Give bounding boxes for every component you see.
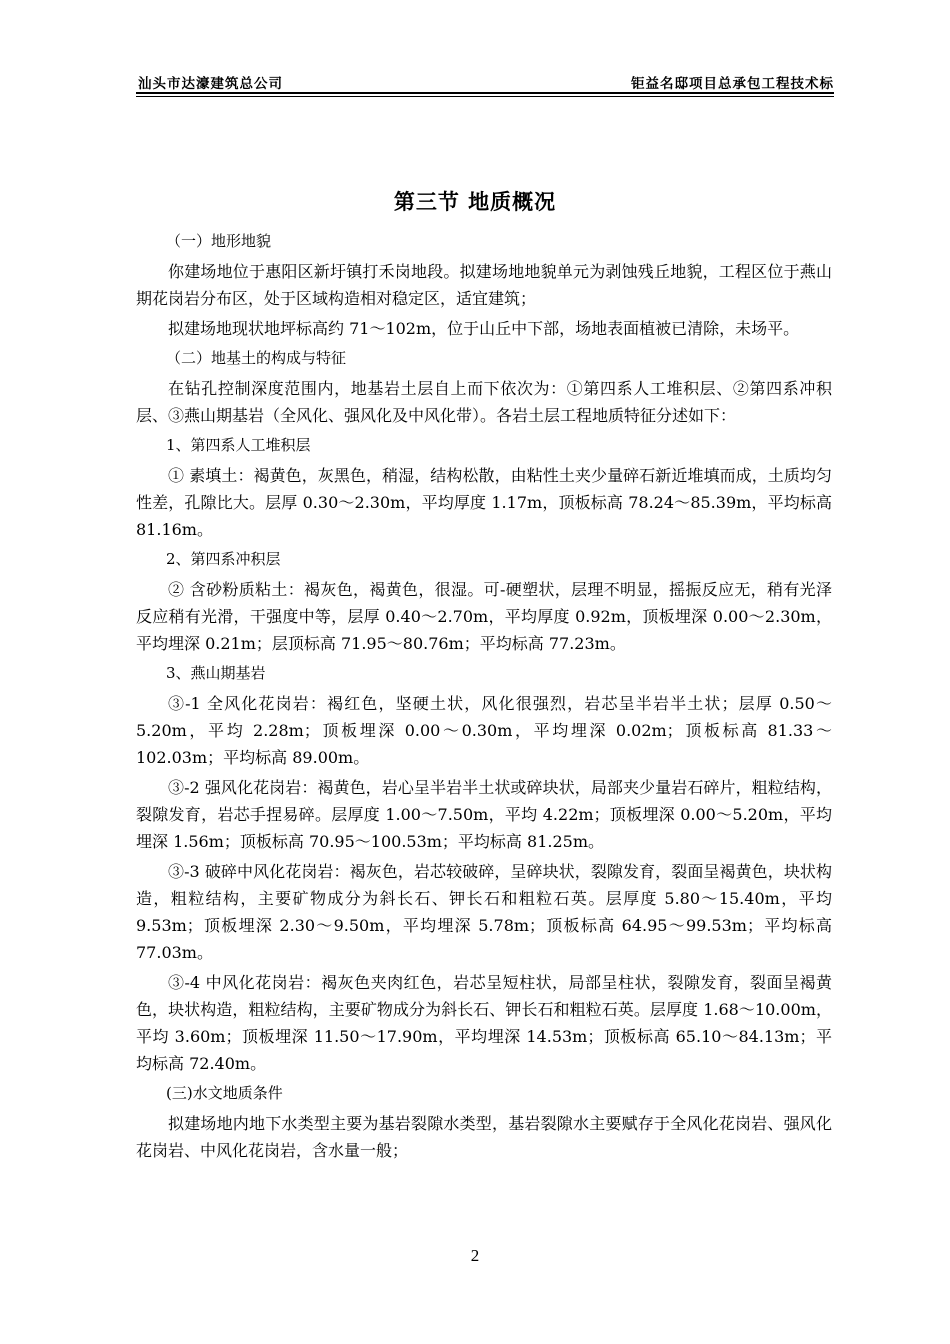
subheading-bedrock: 3、燕山期基岩	[166, 664, 266, 682]
subheading-alluvial: 2、第四系冲积层	[166, 550, 281, 568]
header-project: 钜益名邸项目总承包工程技术标	[631, 76, 834, 92]
page-header	[138, 72, 834, 92]
header-rule-thin	[136, 96, 834, 97]
paragraph: ③-2 强风化花岗岩：褐黄色，岩心呈半岩半土状或碎块状，局部夹少量岩石碎片，粗粒结构，裂隙发育，岩芯手捏易碎。层厚度 1.00～7.50m，平均 4.22m；顶板埋深 0.00～5.20m，平均埋深 1.56m；顶板标高 70.95～100.53m；平均标高 81.25m。	[136, 778, 832, 851]
paragraph: ③-4 中风化花岗岩：褐灰色夹肉红色，岩芯呈短柱状，局部呈柱状，裂隙发育，裂面呈褐黄色，块状构造，粗粒结构，主要矿物成分为斜长石、钾长石和粗粒石英。层厚度 1.68～10.00m，平均 3.60m；顶板埋深 11.50～17.90m，平均埋深 14.53m；顶板标高 65.10～84.13m；平均标高 72.40m。	[136, 973, 832, 1073]
paragraph: ③-1 全风化花岗岩：褐红色，坚硬土状，风化很强烈，岩芯呈半岩半土状；层厚 0.50～5.20m，平均 2.28m；顶板埋深 0.00～0.30m，平均埋深 0.02m；顶板标高 81.33～102.03m；平均标高 89.00m。	[136, 694, 832, 767]
subheading-foundation-soil: （二）地基土的构成与特征	[166, 349, 347, 367]
paragraph: ① 素填土：褐黄色，灰黑色，稍湿，结构松散，由粘性土夹少量碎石新近堆填而成，土质均匀性差，孔隙比大。层厚 0.30～2.30m，平均厚度 1.17m，顶板标高 78.24～85.39m，平均标高 81.16m。	[136, 466, 832, 539]
paragraph: 拟建场地现状地坪标高约 71～102m，位于山丘中下部，场地表面植被已清除，未场平。	[168, 319, 800, 338]
header-company: 汕头市达濠建筑总公司	[138, 76, 283, 92]
paragraph: 在钻孔控制深度范围内，地基岩土层自上而下依次为：①第四系人工堆积层、②第四系冲积层、③燕山期基岩（全风化、强风化及中风化带）。各岩土层工程地质特征分述如下：	[136, 379, 832, 425]
paragraph: 你建场地位于惠阳区新圩镇打禾岗地段。拟建场地地貌单元为剥蚀残丘地貌，工程区位于燕山期花岗岩分布区，处于区域构造相对稳定区，适宜建筑；	[136, 262, 832, 308]
subheading-artificial-fill: 1、第四系人工堆积层	[166, 436, 311, 454]
page-number: 2	[470, 1246, 480, 1265]
paragraph: ③-3 破碎中风化花岗岩：褐灰色，岩芯较破碎，呈碎块状，裂隙发育，裂面呈褐黄色，块状构造，粗粒结构，主要矿物成分为斜长石、钾长石和粗粒石英。层厚度 5.80～15.40m，平均 9.53m；顶板埋深 2.30～9.50m，平均埋深 5.78m；顶板标高 64.95～99.53m；平均标高 77.03m。	[136, 862, 832, 962]
paragraph: 拟建场地内地下水类型主要为基岩裂隙水类型，基岩裂隙水主要赋存于全风化花岗岩、强风化花岗岩、中风化花岗岩，含水量一般；	[136, 1114, 832, 1160]
subheading-hydrogeology: (三)水文地质条件	[166, 1084, 283, 1102]
section-title: 第三节 地质概况	[393, 190, 557, 214]
paragraph: ② 含砂粉质粘土：褐灰色，褐黄色，很湿。可-硬塑状，层理不明显，摇振反应无，稍有光泽反应稍有光滑，干强度中等，层厚 0.40～2.70m，平均厚度 0.92m，顶板埋深 0.00～2.30m，平均埋深 0.21m；层顶标高 71.95～80.76m；平均标高 77.23m。	[136, 580, 832, 653]
document-body	[136, 228, 832, 1167]
subheading-terrain: （一）地形地貌	[166, 232, 272, 250]
header-rule-thick	[136, 92, 834, 94]
